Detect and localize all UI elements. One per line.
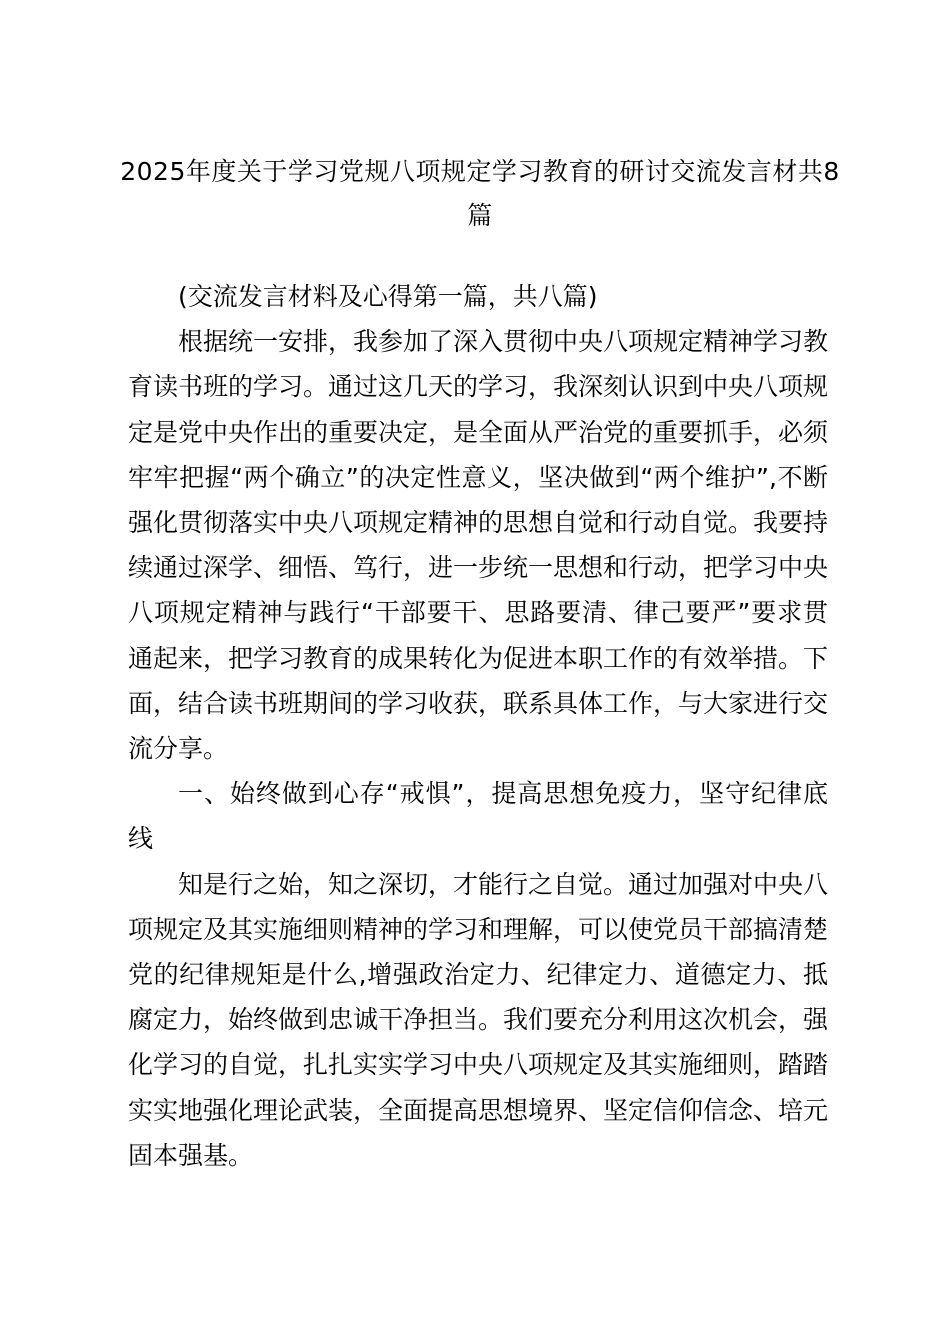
section-heading-1: 一、始终做到心存“戒惧”，提高思想免疫力，坚守纪律底线 [128, 779, 828, 854]
paragraph-section-1: 知是行之始，知之深切，才能行之自觉。通过加强对中央八项规定及其实施细则精神的学习和理解，可以使党员干部搞清楚党的纪律规矩是什么,增强政治定力、纪律定力、道德定力、抵腐定力，始终做到忠诚干净担当。我们要充分利用这次机会，强化学习的自觉，扎扎实实学习中央八项规定及其实施细则，踏踏实实地强化理论武装，全面提高思想境界、坚定信仰信念、培元固本强基。 [128, 869, 829, 1170]
subtitle-line: (交流发言材料及心得第一篇，共八篇) [178, 282, 598, 311]
document-title: 2025年度关于学习党规八项规定学习教育的研讨交流发言材共8篇 [120, 157, 840, 230]
document-body [128, 274, 828, 1178]
paragraph-intro: 根据统一安排，我参加了深入贯彻中央八项规定精神学习教育读书班的学习。通过这几天的学习，我深刻认识到中央八项规定是党中央作出的重要决定，是全面从严治党的重要抓手，必须牢牢把握“两个确立”的决定性意义，坚决做到“两个维护”,不断强化贯彻落实中央八项规定精神的思想自觉和行动自觉。我要持续通过深学、细悟、笃行，进一步统一思想和行动，把学习中央八项规定精神与践行“干部要干、思路要清、律己要严”要求贯通起来，把学习教育的成果转化为促进本职工作的有效举措。下面，结合读书班期间的学习收获，联系具体工作，与大家进行交流分享。 [128, 327, 829, 764]
